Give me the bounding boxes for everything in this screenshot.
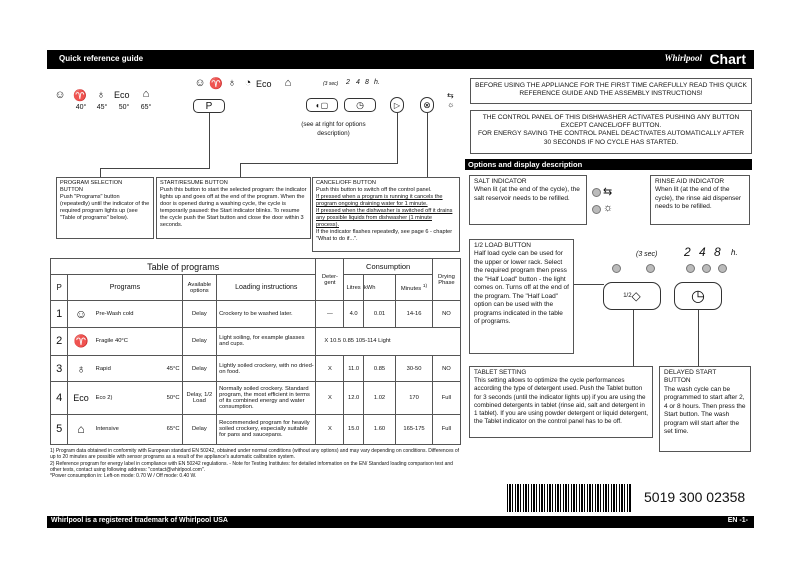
row5-drying: Full	[432, 414, 460, 444]
row5-minutes: 165-175	[396, 414, 433, 444]
page-number: EN -1-	[727, 517, 748, 524]
intensive-icon: ⌂	[142, 88, 150, 100]
row2-program	[94, 327, 182, 355]
delay-h-label: h.	[374, 79, 380, 86]
row2-name: Fragile 40°C	[95, 338, 128, 345]
leader-delay	[698, 310, 699, 366]
leader-half	[574, 284, 604, 285]
delay-2h-led	[686, 264, 695, 273]
options-note: (see at right for options description)	[301, 121, 366, 137]
salt-title: SALT INDICATOR	[474, 178, 527, 185]
half-load-box	[469, 239, 574, 354]
rinse-text: When lit (at the end of the cycle), the rinse aid dispenser needs to be refilled.	[655, 186, 741, 211]
salt-led	[592, 188, 601, 197]
header-p: P	[51, 275, 68, 301]
delay-4h-label: 4	[356, 79, 360, 86]
opt-delay-3sec: (3 sec)	[636, 251, 658, 258]
row1-minutes: 14-16	[396, 301, 433, 327]
quick-small-icon: ◔	[244, 77, 252, 89]
brand-logo: Whirlpool	[664, 53, 702, 63]
row5-name: Intensive	[95, 426, 119, 433]
rinse-aid-box	[650, 175, 750, 225]
row5-number: 5	[51, 414, 68, 444]
leader-start-h	[240, 163, 398, 164]
row5-loading: Recommended program for heavily soiled crockery, especially suitable for pans and saucepans.	[217, 414, 316, 444]
fragile-row-icon: ♈	[68, 327, 94, 355]
program-selection-title-1: PROGRAM SELECTION	[60, 180, 123, 186]
row1-litres: 4.0	[344, 301, 363, 327]
eco-row-icon: Eco	[68, 382, 94, 414]
header-consumption: Consumption	[344, 259, 432, 275]
cancel-off-box	[312, 177, 460, 252]
header-programs: Programs	[68, 275, 182, 301]
delayed-start-box	[659, 366, 751, 452]
half-load-button[interactable]	[603, 282, 661, 310]
tablet-setting-box	[469, 366, 653, 438]
fragile-small-icon: ♈	[209, 78, 223, 90]
row3-litres: 11.0	[344, 356, 363, 382]
salt-indicator-symbol: ⇆	[603, 186, 613, 198]
row4-program	[94, 382, 182, 414]
rinse-title: RINSE AID INDICATOR	[655, 178, 725, 185]
cancel-off-line3: If pressed when the dishwasher is switched off it drains any possible liquids from dishwasher (1 minute process).	[316, 207, 453, 228]
energy-notice-line2: FOR ENERGY SAVING THE CONTROL PANEL DEACTIVATES AUTOMATICALLY AFTER 30 SECONDS IF NO CYCLE HAS STARTED.	[477, 130, 745, 146]
temp-label-50: 50°	[118, 104, 130, 111]
tablet-icon: ◇	[631, 289, 641, 303]
first-use-notice-text: BEFORE USING THE APPLIANCE FOR THE FIRST TIME CAREFULLY READ THIS QUICK REFERENCE GUIDE AND THE ASSEMBLY INSTRUCTIONS!	[475, 82, 747, 98]
leader-tablet	[633, 310, 634, 366]
program-selection-box	[56, 177, 154, 239]
eco-small-icon: Eco	[256, 79, 272, 89]
row2-consumption: X 10.5 0.85 105-114 Light	[316, 327, 461, 355]
rapid-row-icon: ♁	[68, 356, 94, 382]
header-kwh: kWh	[363, 275, 395, 301]
footnote-2: 2) Reference program for energy label in compliance with EN 50242 regulations. - Note for Testing Institutes: for detailed information on the EN/ Standard loading comparison test and other tests, contact using following address: "contact@whirlpool.com".	[50, 460, 453, 473]
rapid-icon: ♁	[96, 89, 106, 101]
barcode-number: 5019 300 02358	[644, 489, 746, 505]
temp-label-40: 40°	[75, 104, 87, 111]
row4-temp: 50°C	[166, 394, 180, 401]
trademark-text: Whirlpool is a registered trademark of Whirlpool USA	[51, 517, 228, 524]
row1-number: 1	[51, 301, 68, 327]
row3-minutes: 30-50	[396, 356, 433, 382]
programs-table	[50, 258, 461, 445]
prewash-row-icon: ☺	[68, 301, 94, 327]
cancel-icon: ⊗	[423, 99, 431, 110]
row5-temp: 65°C	[166, 426, 180, 433]
half-load-tablet-button[interactable]	[306, 98, 338, 112]
table-row	[51, 356, 461, 382]
tablet-text: This setting allows to optimize the cycle performances according the type of detergent used. Push the Tablet button for 3 seconds (until the indicator lights up) if you are using the combined detergents in tablet (rinse aid, salt and detergent in 1 tablet). If you are using powder detergent or liquid detergent, the Tablet indicator on the control panel has to be off.	[474, 377, 648, 426]
header-minutes-sup: 1)	[422, 283, 428, 289]
prewash-icon: ☺	[54, 89, 66, 101]
row2-options: Delay	[182, 327, 217, 355]
rinse-led	[592, 205, 601, 214]
row4-litres: 12.0	[344, 382, 363, 414]
row2-loading: Light soiling, for example glasses and cups.	[217, 327, 316, 355]
row3-options: Delay	[182, 356, 217, 382]
delay-3sec-label: (3 sec)	[323, 81, 339, 87]
header-left-title: Quick reference guide	[59, 54, 144, 63]
barcode	[507, 484, 632, 512]
half-load-led	[612, 264, 621, 273]
rinse-indicator-symbol: ☼	[603, 202, 614, 214]
start-resume-box	[156, 177, 311, 239]
program-button-label: P	[205, 100, 213, 112]
header-minutes	[396, 275, 433, 301]
row1-options: Delay	[182, 301, 217, 327]
row4-name: Eco 2)	[95, 394, 113, 401]
salt-indicator-box	[469, 175, 587, 225]
header-detergent: Deter-gent	[316, 259, 344, 301]
delay-2h-label: 2	[346, 79, 350, 86]
opt-delay-h: h.	[731, 248, 738, 257]
row4-detergent: X	[316, 382, 344, 414]
leader-start	[397, 113, 398, 163]
half-load-title: 1/2 LOAD BUTTON	[474, 242, 531, 249]
header-drying: Drying Phase	[432, 259, 460, 301]
salt-icon: ⇆	[447, 91, 454, 100]
leader-program	[209, 113, 210, 168]
half-load-text: Half load cycle can be used for the upper or lower rack. Select the required program then press the "Half Load" button - the light comes on. Turns off at the end of the program. The "Half Load" option can be used with the programs indicated in the table of programs.	[474, 250, 569, 325]
eco-icon: Eco	[114, 90, 130, 100]
program-selection-text: Push "Programs" button (repeatedly) until the indicator of the required program lights up (see "Table of programs" below).	[60, 193, 150, 221]
half-load-icon: ◐▢	[315, 100, 329, 110]
rapid-small-icon: ♁	[227, 77, 237, 89]
program-selection-title-2: BUTTON	[60, 186, 83, 193]
row1-kwh: 0.01	[363, 301, 395, 327]
row2-number: 2	[51, 327, 68, 355]
salt-text: When lit (at the end of the cycle), the salt reservoir needs to be refilled.	[474, 186, 580, 202]
fragile-icon: ♈	[73, 90, 87, 102]
row1-drying: NO	[432, 301, 460, 327]
delay-8h-label: 8	[365, 79, 369, 86]
row5-options: Delay	[182, 414, 217, 444]
intensive-small-icon: ⌂	[284, 77, 292, 89]
row4-drying: Full	[432, 382, 460, 414]
cancel-off-title: CANCEL/OFF BUTTON	[316, 180, 376, 186]
row1-program	[94, 301, 182, 327]
table-row	[51, 414, 461, 444]
row5-program	[94, 414, 182, 444]
row3-number: 3	[51, 356, 68, 382]
row3-name: Rapid	[95, 365, 111, 372]
header-available: Available options	[182, 275, 217, 301]
prewash-small-icon: ☺	[194, 77, 206, 89]
start-button[interactable]	[390, 97, 404, 113]
cancel-off-line2: If pressed when a program is running it cancels the program ongoing draining water for 1 minute.	[316, 193, 443, 207]
program-button[interactable]	[193, 99, 225, 113]
delayed-start-button[interactable]	[674, 282, 722, 310]
cancel-off-line4: If the indicator flashes repeatedly, see page 6 - chapter "What to do if...".	[316, 228, 453, 242]
opt-delay-8: 8	[714, 245, 721, 259]
row1-detergent: —	[316, 301, 344, 327]
rinse-aid-icon: ☼	[447, 100, 455, 109]
start-resume-title: START/RESUME BUTTON	[160, 180, 228, 186]
row4-loading: Normally soiled crockery. Standard program, the most efficient in terms of its combined energy and water consumption.	[217, 382, 316, 414]
cancel-off-line1: Push this button to switch off the control panel.	[316, 186, 432, 193]
row4-number: 4	[51, 382, 68, 414]
play-icon: ▷	[393, 100, 401, 110]
table-row	[51, 301, 461, 327]
temp-label-45: 45°	[96, 104, 108, 111]
row3-loading: Lightly soiled crockery, with no dried-on food.	[217, 356, 316, 382]
row4-options: Delay, 1/2 Load	[182, 382, 217, 414]
leader-start-v	[240, 163, 241, 178]
tablet-led	[646, 264, 655, 273]
energy-notice	[470, 110, 752, 154]
start-resume-text: Push this button to start the selected program: the indicator lights up and goes off at the end of the program. When the door is opened during a washing cycle, the cycle is temporarily paused: the Start indicator blinks. To resume the cycle push the Start button and close the door within 3 seconds.	[160, 186, 307, 228]
row4-minutes: 170	[396, 382, 433, 414]
row3-drying: NO	[432, 356, 460, 382]
delay-8h-led	[718, 264, 727, 273]
delayed-text: The wash cycle can be programmed to start after 2, 4 or 8 hours. Then press the Start button. The wash program will start after the set time.	[664, 385, 746, 436]
opt-delay-4: 4	[699, 245, 706, 259]
row5-detergent: X	[316, 414, 344, 444]
opt-delay-2: 2	[684, 245, 691, 259]
delay-4h-led	[702, 264, 711, 273]
row3-detergent: X	[316, 356, 344, 382]
leader-cancel	[427, 113, 428, 178]
clock-icon: ◷	[356, 99, 364, 110]
row3-temp: 45°C	[166, 365, 180, 372]
footer-bar	[47, 516, 754, 528]
table-title: Table of programs	[51, 259, 316, 275]
first-use-notice	[470, 78, 752, 104]
footnote-1: 1) Program data obtained in conformity with European standard EN 50242, obtained under normal conditions (without any options) and may vary depending on conditions. Differences of up to 20 minutes are possible with sensor programs as a result of the appliance's automatic calibration system.	[50, 448, 460, 461]
table-row	[51, 327, 461, 355]
row4-kwh: 1.02	[363, 382, 395, 414]
options-heading: Options and display description	[465, 159, 752, 170]
header-minutes-label: Minutes	[400, 285, 422, 292]
row5-kwh: 1.60	[363, 414, 395, 444]
header-litres: Litres	[344, 275, 363, 301]
delay-button[interactable]	[344, 98, 376, 112]
row5-litres: 15.0	[344, 414, 363, 444]
temp-label-65: 65°	[140, 104, 152, 111]
half-load-button-label: 1/2	[623, 293, 632, 299]
leader-program-h	[100, 168, 210, 169]
header-bar	[47, 50, 754, 69]
delay-clock-icon: ◷	[691, 288, 705, 305]
intensive-row-icon: ⌂	[68, 414, 94, 444]
footnotes	[50, 448, 462, 479]
energy-notice-line1: THE CONTROL PANEL OF THIS DISHWASHER ACTIVATES PUSHING ANY BUTTON EXCEPT CANCEL/OFF BUTTON.	[482, 114, 740, 130]
cancel-button[interactable]	[420, 97, 434, 113]
row1-name: Pre-Wash cold	[95, 311, 134, 318]
row3-program	[94, 356, 182, 382]
header-right-title: Chart	[709, 51, 746, 67]
tablet-title: TABLET SETTING	[474, 369, 527, 376]
table-row	[51, 382, 461, 414]
row3-kwh: 0.85	[363, 356, 395, 382]
row1-loading: Crockery to be washed later.	[217, 301, 316, 327]
header-loading: Loading instructions	[217, 275, 316, 301]
delayed-title-1: DELAYED START	[664, 369, 717, 376]
delayed-title-2: BUTTON	[664, 377, 691, 385]
footnote-3: *Power consumption in: Left-on mode: 0.70 W / Off mode: 0.40 W.	[50, 473, 197, 479]
